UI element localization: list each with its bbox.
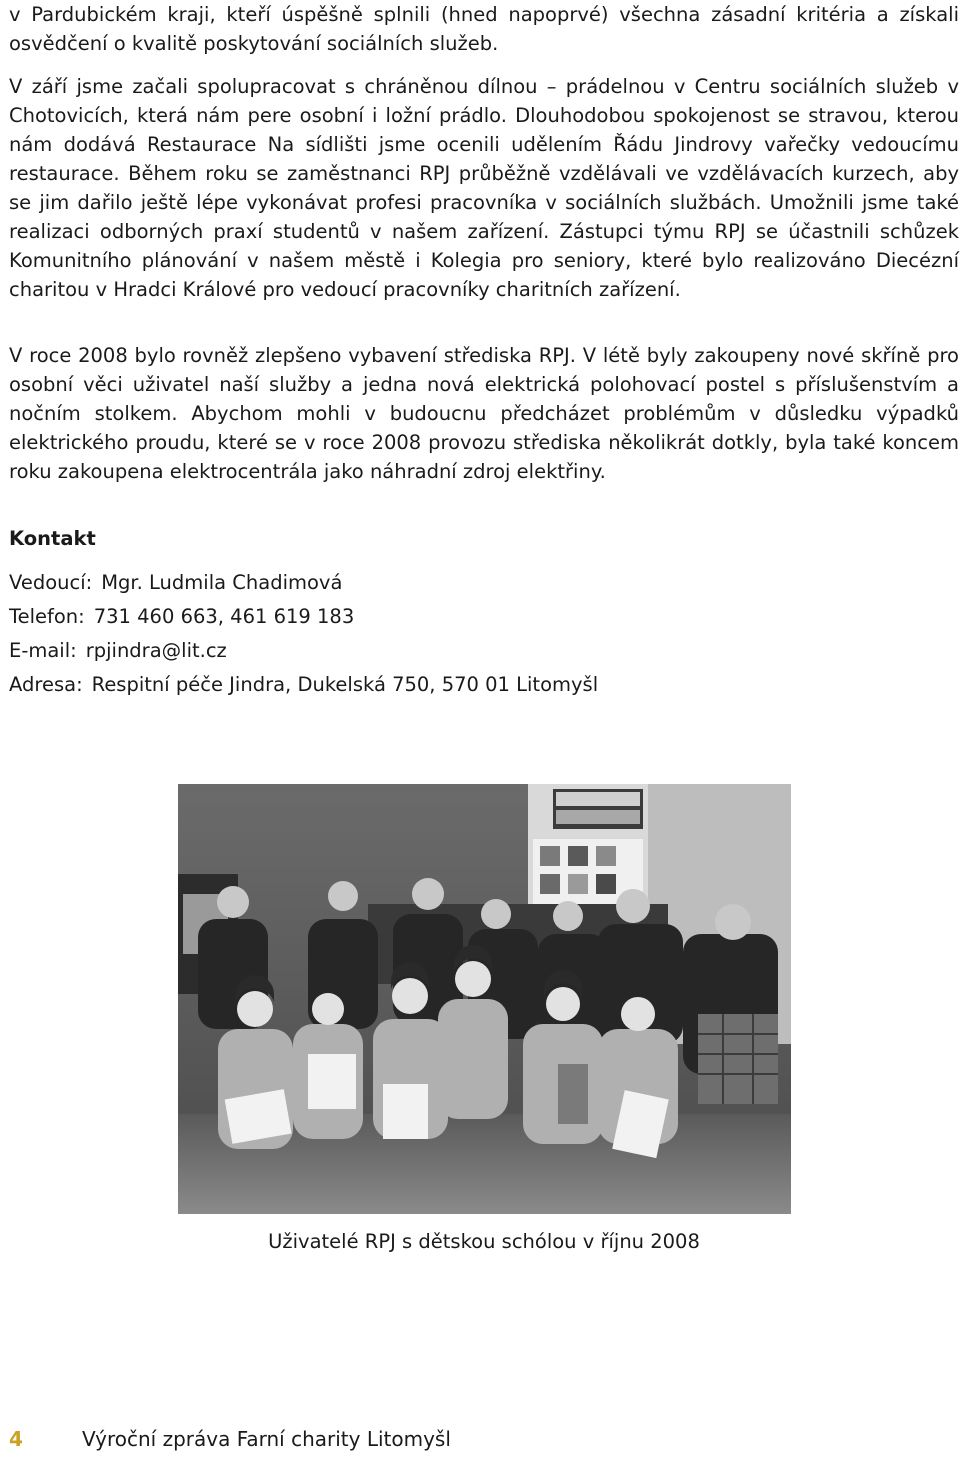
contact-email xyxy=(9,639,227,662)
email-value: rpjindra@lit.cz xyxy=(85,639,227,662)
contact-heading: Kontakt xyxy=(9,527,96,550)
footer-title: Výroční zpráva Farní charity Litomyšl xyxy=(82,1427,451,1451)
address-label: Adresa: xyxy=(9,673,83,696)
phone-label: Telefon: xyxy=(9,605,85,628)
photo-caption: Uživatelé RPJ s dětskou schólou v říjnu 2008 xyxy=(268,1230,700,1253)
phone-value: 731 460 663, 461 619 183 xyxy=(93,605,355,628)
manager-value: Mgr. Ludmila Chadimová xyxy=(101,571,343,594)
contact-address xyxy=(9,673,598,696)
paragraph-cooperation: V září jsme začali spolupracovat s chráněnou dílnou – prádelnou v Centru sociálních služeb v Chotovicích, která nám pere osobní i ložní prádlo. Dlouhodobou spokojenost se stravou, kterou nám dodává Restaurace Na sídlišti jsme ocenili udělením Řádu Jindrovy vařečky vedoucímu restaurace. Během roku se zaměstnanci RPJ průběžně vzdělávali ve vzdělávacích kurzech, aby se jim dařilo ještě lépe vykonávat profesi pracovníka v sociálních službách. Umožnili jsme také realizaci odborných praxí studentů v našem zařízení. Zástupci týmu RPJ se účastnili schůzek Komunitního plánování v našem městě i Kolegia pro seniory, které bylo realizováno Diecézní charitou v Hradci Králové pro vedoucí pracovníky charitních zařízení. xyxy=(9,75,959,301)
manager-label: Vedoucí: xyxy=(9,571,93,594)
contact-manager xyxy=(9,571,342,594)
group-photo-illustration xyxy=(178,784,791,1214)
contact-phone xyxy=(9,605,354,628)
paragraph-intro: v Pardubickém kraji, kteří úspěšně splnili (hned napoprvé) všechna zásadní kritéria a získali osvědčení o kvalitě poskytování sociálních služeb. xyxy=(9,3,959,55)
address-value: Respitní péče Jindra, Dukelská 750, 570 01 Litomyšl xyxy=(91,673,599,696)
page-number: 4 xyxy=(9,1427,23,1451)
email-label: E-mail: xyxy=(9,639,77,662)
paragraph-equipment: V roce 2008 bylo rovněž zlepšeno vybavení střediska RPJ. V létě byly zakoupeny nové skříně pro osobní věci uživatel naší služby a jedna nová elektrická polohovací postel s příslušenstvím a nočním stolkem. Abychom mohli v budoucnu předcházet problémům v důsledku výpadků elektrického proudu, které se v roce 2008 provozu střediska několikrát dotkly, byla také koncem roku zakoupena elektrocentrála jako náhradní zdroj elektřiny. xyxy=(9,344,959,483)
page-footer xyxy=(9,1427,451,1451)
group-photo xyxy=(178,784,791,1214)
